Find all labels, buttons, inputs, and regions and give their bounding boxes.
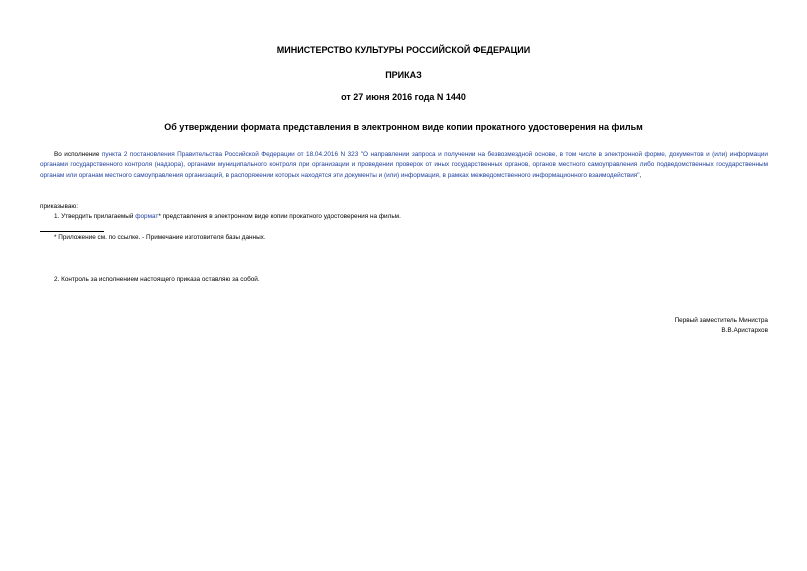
government-decree-link[interactable]: пункта 2 постановления Правительства Российской Федерации от 18.04.2016 N 323 "О направлении запроса и получении на безвозмездной основе, в том числе в электронной форме, документов и (или) информации органами государственного контроля (надзора), органами муниципального контроля при организации и проведении проверок от иных государственных органов, органов местного самоуправления либо подведомственных государственным органам или органам местного самоуправления организаций, в распоряжении которых находятся эти документы и (или) информация, в рамках межведомственного информационного взаимодействия" [40,151,768,179]
order-date: от 27 июня 2016 года N 1440 [341,92,466,102]
preamble-lead: Во исполнение [54,151,102,158]
footnote-divider [40,231,104,232]
decree-word: приказываю: [40,203,78,210]
signatory-position: Первый заместитель Министра [674,317,768,324]
format-link[interactable]: формат [135,213,159,220]
footnote-text: * Приложение см. по ссылке. - Примечание изготовителя базы данных. [54,234,266,241]
item1-tail: * представления в электронном виде копии прокатного удостоверения на фильм. [158,213,401,220]
order-item-2: 2. Контроль за исполнением настоящего приказа оставляю за собой. [54,276,260,283]
signatory-name: В.В.Аристархов [721,327,768,334]
order-item-1 [54,213,401,220]
preamble-paragraph [40,150,768,181]
ministry-name: МИНИСТЕРСТВО КУЛЬТУРЫ РОССИЙСКОЙ ФЕДЕРАЦИИ [276,45,531,55]
item1-lead: 1. Утвердить прилагаемый [54,213,136,220]
order-heading: ПРИКАЗ [385,70,422,80]
preamble-tail: , [639,171,642,179]
document-title: Об утверждении формата представления в электронном виде копии прокатного удостоверения на фильм [164,122,643,132]
